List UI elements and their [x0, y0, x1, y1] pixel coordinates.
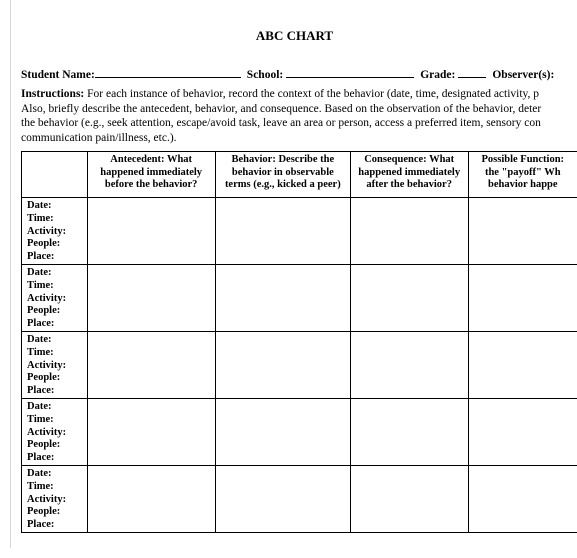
behavior-cell[interactable] — [215, 466, 350, 533]
antecedent-cell[interactable] — [87, 466, 215, 533]
instructions-line-4: communication pain/illness, etc.). — [21, 131, 177, 144]
function-cell[interactable] — [468, 466, 577, 533]
header-fields — [21, 67, 554, 81]
row-context-label: Date: Time: Activity: People: Place: — [22, 332, 88, 399]
header-antecedent: Antecedent: What happened immediately before the behavior? — [87, 152, 215, 198]
page-title: ABC CHART — [255, 28, 334, 43]
grade-label: Grade: — [420, 69, 456, 81]
consequence-cell[interactable] — [350, 198, 468, 265]
table-row — [22, 399, 577, 466]
antecedent-cell[interactable] — [87, 332, 215, 399]
student-name-field[interactable] — [95, 67, 241, 78]
function-cell[interactable] — [468, 399, 577, 466]
header-function: Possible Function: the "payoff" Wh behavior happe — [468, 152, 577, 198]
instructions-label: Instructions: — [21, 88, 85, 100]
antecedent-cell[interactable] — [87, 265, 215, 332]
instructions-line-1: For each instance of behavior, record the context of the behavior (date, time, designated activity, p — [84, 88, 540, 100]
row-context-label: Date: Time: Activity: People: Place: — [22, 466, 88, 533]
row-context-label: Date: Time: Activity: People: Place: — [22, 198, 88, 265]
instructions-line-2: Also, briefly describe the antecedent, behavior, and consequence. Based on the observation of the behavior, deter — [21, 102, 542, 115]
observer-label: Observer(s): — [492, 69, 555, 81]
consequence-cell[interactable] — [350, 332, 468, 399]
abc-table — [21, 151, 577, 533]
row-context-label: Date: Time: Activity: People: Place: — [22, 399, 88, 466]
header-behavior: Behavior: Describe the behavior in observable terms (e.g., kicked a peer) — [215, 152, 350, 198]
document-page — [10, 0, 577, 548]
school-label: School: — [246, 69, 284, 81]
behavior-cell[interactable] — [215, 198, 350, 265]
school-field[interactable] — [286, 67, 414, 78]
instructions-line-3: the behavior (e.g., seek attention, escape/avoid task, leave an area or person, access a preferred item, sensory con — [21, 117, 541, 129]
antecedent-cell[interactable] — [87, 198, 215, 265]
table-row — [22, 466, 577, 533]
behavior-cell[interactable] — [215, 399, 350, 466]
function-cell[interactable] — [468, 332, 577, 399]
consequence-cell[interactable] — [350, 466, 468, 533]
header-consequence: Consequence: What happened immediately after the behavior? — [350, 152, 468, 198]
row-context-label: Date: Time: Activity: People: Place: — [22, 265, 88, 332]
consequence-cell[interactable] — [350, 265, 468, 332]
function-cell[interactable] — [468, 198, 577, 265]
behavior-cell[interactable] — [215, 265, 350, 332]
table-row — [22, 198, 577, 265]
header-blank — [22, 152, 88, 198]
grade-field[interactable] — [458, 67, 486, 78]
behavior-cell[interactable] — [215, 332, 350, 399]
consequence-cell[interactable] — [350, 399, 468, 466]
table-row — [22, 332, 577, 399]
table-header-row — [22, 152, 577, 198]
student-name-label: Student Name: — [21, 69, 95, 81]
instructions — [21, 87, 577, 145]
antecedent-cell[interactable] — [87, 399, 215, 466]
table-row — [22, 265, 577, 332]
function-cell[interactable] — [468, 265, 577, 332]
